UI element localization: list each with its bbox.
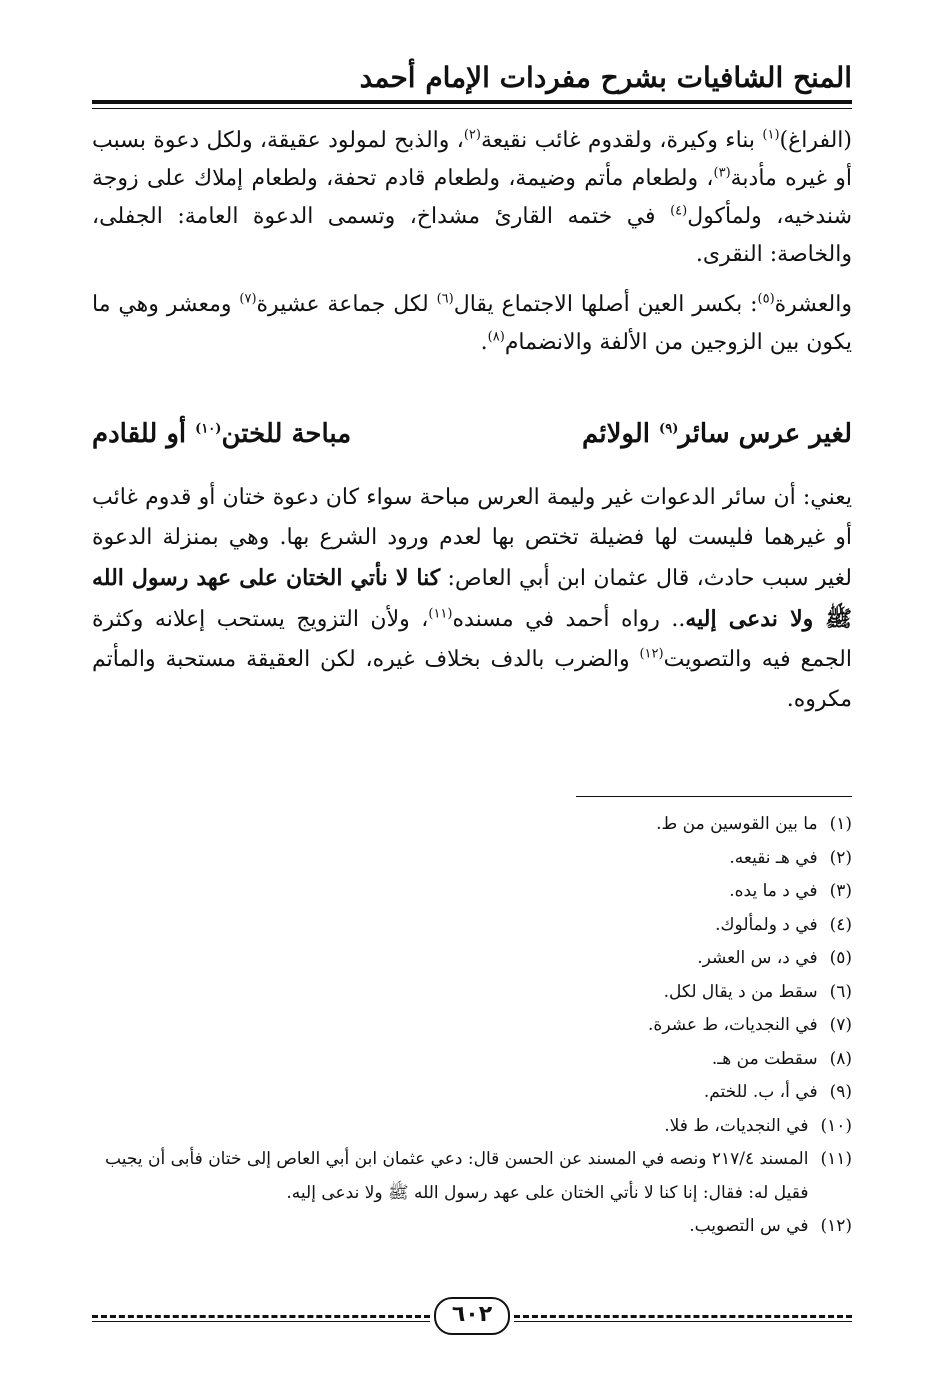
verse-line [92,412,852,456]
footnote-mark: (١٠) [195,421,222,437]
footnote-number: (٥) [829,948,852,968]
footnote-text: المسند ٢١٧/٤ ونصه في المسند عن الحسن قال: دعي عثمان ابن أبي العاص إلى ختان فأبى أن يجيب فقيل له: فقال: إنا كنا لا نأتي الختان على عهد رسول الله ﷺ ولا ندعى إليه. [105,1149,809,1203]
footnote-mark: (١١) [428,606,453,622]
footnote-text: في أ، ب. للختم. [703,1082,818,1102]
footnote-mark: (٤) [670,203,688,219]
footnote-mark: (٩) [659,421,679,437]
footnote [90,1076,852,1110]
footnotes-list [90,808,852,1244]
footnote [90,875,852,909]
footnote-separator [576,796,852,797]
hadith-quote: كنا لا نأتي الختان على عهد رسول الله ﷺ ولا ندعى إليه [92,565,852,632]
footnote-number: (١٢) [820,1216,852,1236]
header-thick-rule [92,100,852,104]
verse-hemistich-2: مباحة للختن$^{(١٠)}$ أو للقادم [92,419,352,449]
footnote [90,1009,852,1043]
footnote-number: (١٠) [820,1115,852,1136]
footnote-mark: (١٢) [639,646,664,662]
footnote-number: (١١) [820,1149,852,1169]
footnote-text: سقط من د يقال لكل. [663,981,818,1002]
footnote-number: (٩) [829,1082,852,1102]
commentary-text [92,478,852,720]
footnote-mark: (٢) [463,127,481,143]
footnote [90,1210,852,1244]
footnote-text: سقطت من هـ. [711,1048,818,1069]
footnote [90,1143,852,1210]
footnote-number: (١) [829,814,852,834]
footnote-number: (٨) [829,1048,852,1069]
footnote-mark: (٨) [487,329,505,345]
footnote-number: (٤) [829,914,852,935]
main-text [92,122,852,362]
paragraph-2: والعشرة$^{(٥)}$: بكسر العين أصلها الاجتماع يقال$^{(٦)}$ لكل جماعة عشيرة$^{(٧)}$ ومعشر وهي ما يكون بين الزوجين من الألفة والانضمام$^{(٨)}$. [92,291,852,355]
footnote [90,976,852,1010]
footnote-mark: (٣) [713,165,731,181]
footnote [90,1043,852,1077]
footnote-mark: (٦) [436,291,454,307]
footnote [90,942,852,976]
footnote-text: في د ما يده. [729,881,818,901]
footnote-number: (٢) [829,847,852,868]
footnote-text: في س التصويب. [689,1216,809,1236]
page-footer [92,1296,852,1336]
footnote-text: في هـ نقيعه. [729,847,818,868]
page-number: ٦٠٢ [434,1297,510,1335]
running-title: المنح الشافيات بشرح مفردات الإمام أحمد [359,61,852,94]
footnote-number: (٦) [829,981,852,1002]
footnote-text: في د، س العشر. [697,948,818,968]
footnote-number: (٣) [829,881,852,901]
footnote-mark: (١) [762,127,780,143]
paragraph-1: (الفراغ)$^{(١)}$ بناء وكيرة، ولقدوم غائب نقيعة$^{(٢)}$، والذبح لمولود عقيقة، ولكل دعوة بسبب أو غيره مأدبة$^{(٣)}$، ولطعام مأتم وضيمة، ولطعام قادم تحفة، ولطعام إملاك على زوجة شندخيه، ولمأكول$^{(٤)}$ في ختمه القارئ مشداخ، وتسمى الدعوة العامة: الجفلى، والخاصة: النقرى. [92,127,853,267]
footnote-text: في النجديات، ط فلا. [664,1115,809,1136]
footnote [90,842,852,876]
commentary-paragraph: يعني: أن سائر الدعوات غير وليمة العرس مباحة سواء كان دعوة ختان أو قدوم غائب أو غيرهما فليست لها فضيلة تختص بها لعدم ورود الشرع بها. وهي بمنزلة الدعوة لغير سبب حادث، قال عثمان ابن أبي العاص: كنا لا نأتي الختان على عهد رسول الله ﷺ ولا ندعى إليه.. رواه أحمد في مسنده$^{(١١)}$، ولأن التزويج يستحب إعلانه وكثرة الجمع فيه والتصويت$^{(١٢)}$ والضرب بالدف بخلاف غيره، لكن العقيقة مستحبة والمأتم مكروه. [92,485,852,712]
footnote [90,808,852,842]
footnote-text: ما بين القوسين من ط. [656,814,818,834]
footnote-mark: (٧) [239,291,257,307]
verse-hemistich-1: لغير عرس سائر$^{(٩)}$ الولائم [582,419,852,449]
footnote [90,909,852,943]
header-thin-rule [92,108,852,109]
footer-rule-left [92,1315,430,1318]
footnote-number: (٧) [829,1015,852,1035]
footnote-text: في النجديات، ط عشرة. [648,1015,818,1035]
footnote-mark: (٥) [757,291,775,307]
footer-rule-right [514,1315,852,1318]
footnote [90,1110,852,1144]
footnote-text: في د ولمألوك. [715,914,818,935]
